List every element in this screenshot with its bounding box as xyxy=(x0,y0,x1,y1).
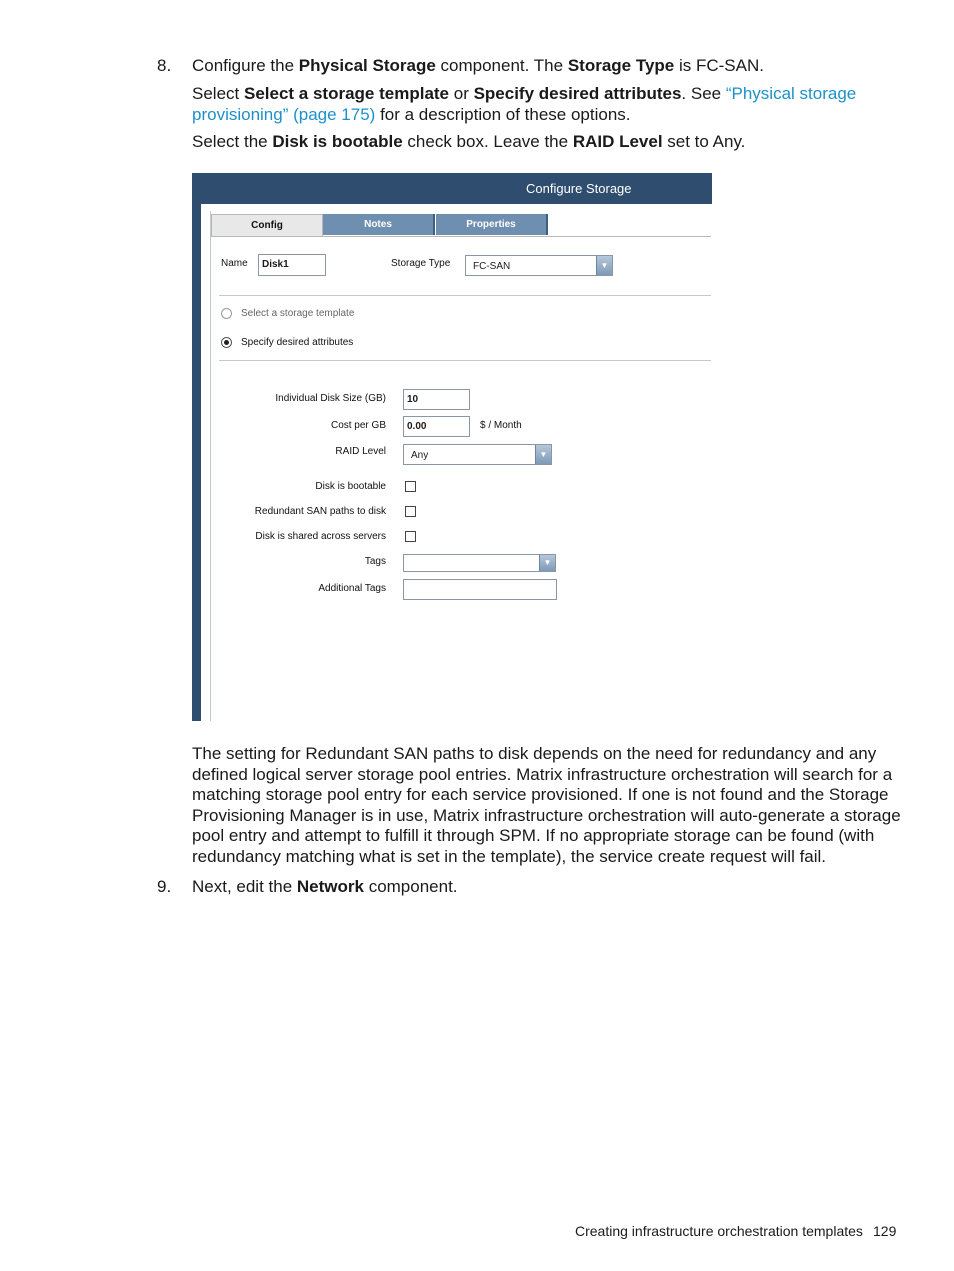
raid-level-label: RAID Level xyxy=(335,446,386,457)
step-8-number: 8. xyxy=(157,56,172,75)
disk-size-input[interactable]: 10 xyxy=(403,389,470,410)
radio-specify-attributes[interactable] xyxy=(221,337,232,348)
tab-properties[interactable]: Properties xyxy=(436,214,548,235)
bootable-checkbox[interactable] xyxy=(405,481,416,492)
physical-storage-link[interactable]: “Physical storage provisioning” (page 175) xyxy=(192,84,857,124)
step-8-line-1: Configure the Physical Storage component. The Storage Type is FC-SAN. xyxy=(192,56,764,75)
disk-size-label: Individual Disk Size (GB) xyxy=(275,393,386,404)
chevron-down-icon[interactable]: ▼ xyxy=(596,256,612,275)
redundancy-paragraph: The setting for Redundant SAN paths to disk depends on the need for redundancy and any defined logical server storage pool entries. Matrix infrastructure orchestration will search for a matching storage pool entry for each service provisioned. If one is not found and the Storage Provisioning Manager is in use, Matrix infrastructure orchestration will auto-generate a storage pool entry and attempt to fulfill it through SPM. If no appropriate storage can be found (with redundancy matching what is set in the template), the service create request will fail. xyxy=(192,744,901,866)
bootable-label: Disk is bootable xyxy=(315,481,386,492)
storage-type-select[interactable]: FC-SAN ▼ xyxy=(465,255,613,276)
name-input[interactable]: Disk1 xyxy=(258,254,326,276)
divider xyxy=(219,360,711,361)
name-label: Name xyxy=(221,258,248,269)
configure-storage-dialog xyxy=(192,173,712,721)
chevron-down-icon[interactable]: ▼ xyxy=(539,555,555,571)
additional-tags-input[interactable] xyxy=(403,579,557,600)
step-9-number: 9. xyxy=(157,877,172,896)
cost-label: Cost per GB xyxy=(330,420,386,431)
shared-label: Disk is shared across servers xyxy=(255,531,386,542)
step-8-line-2: Select Select a storage template or Specify desired attributes. See “Physical storage provisioning” (page 175) for a description of these options. xyxy=(192,84,857,124)
redundant-checkbox[interactable] xyxy=(405,506,416,517)
storage-type-label: Storage Type xyxy=(391,258,451,269)
option-template-label: Select a storage template xyxy=(241,308,355,319)
dialog-left-edge xyxy=(192,173,201,721)
radio-select-template[interactable] xyxy=(221,308,232,319)
cost-input[interactable]: 0.00 xyxy=(403,416,470,437)
additional-tags-label: Additional Tags xyxy=(318,583,386,594)
step-9-text: Next, edit the Network component. xyxy=(192,877,458,896)
cost-unit: $ / Month xyxy=(480,420,522,431)
tab-config[interactable]: Config xyxy=(211,214,323,236)
chevron-down-icon[interactable]: ▼ xyxy=(535,445,551,464)
tab-underline xyxy=(211,236,711,237)
tags-label: Tags xyxy=(364,556,386,567)
option-attributes-label: Specify desired attributes xyxy=(241,337,354,348)
dialog-title: Configure Storage xyxy=(526,181,632,196)
tags-select[interactable] xyxy=(403,554,556,572)
divider xyxy=(219,295,711,296)
tab-notes[interactable]: Notes xyxy=(323,214,435,235)
raid-level-select[interactable]: Any ▼ xyxy=(403,444,552,465)
footer-section-title: Creating infrastructure orchestration templates xyxy=(575,1223,863,1239)
step-8-line-3: Select the Disk is bootable check box. Leave the RAID Level set to Any. xyxy=(192,132,746,151)
shared-checkbox[interactable] xyxy=(405,531,416,542)
redundant-label: Redundant SAN paths to disk xyxy=(254,506,386,517)
dialog-title-bar xyxy=(192,173,712,204)
page-number: 129 xyxy=(873,1223,897,1239)
panel-border xyxy=(210,211,211,721)
